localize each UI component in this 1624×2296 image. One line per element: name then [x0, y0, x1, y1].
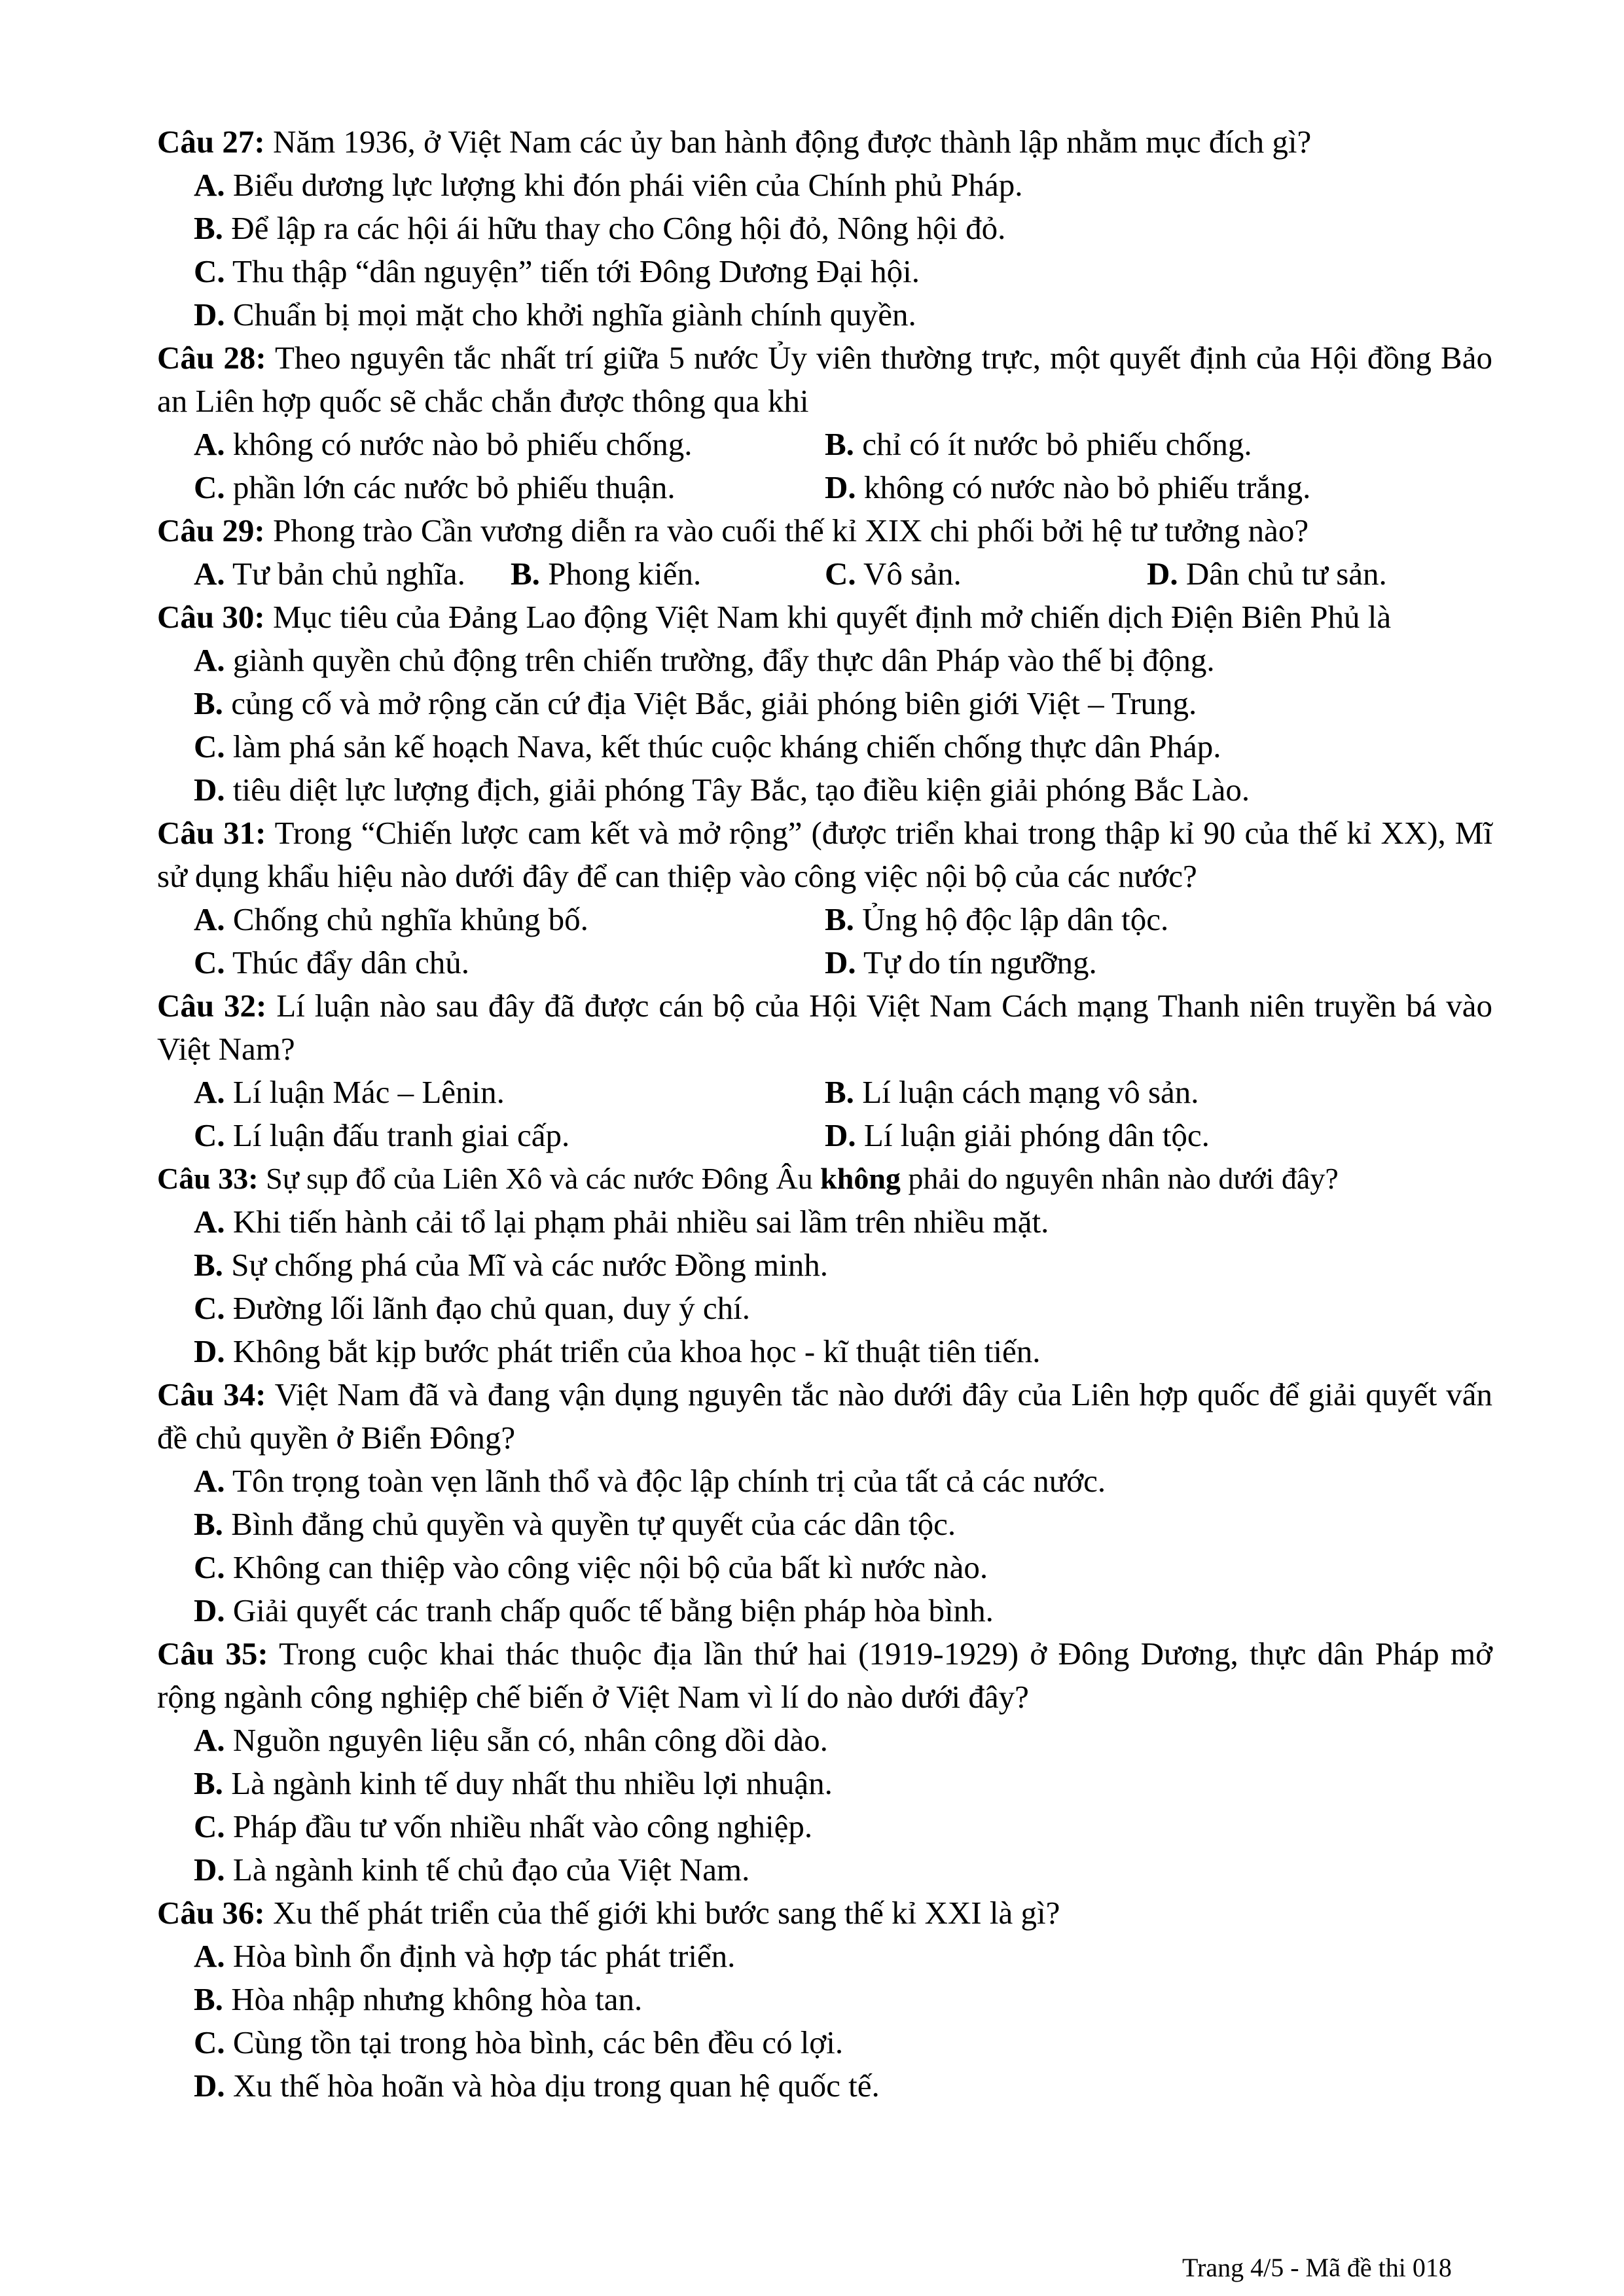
- option-34-a: A. Tôn trọng toàn vẹn lãnh thổ và độc lập chính trị của tất cả các nước.: [194, 1463, 1106, 1499]
- question-number: Câu 31:: [157, 815, 266, 851]
- question-number: Câu 27:: [157, 124, 265, 160]
- option-29-b: B. Phong kiến.: [511, 556, 702, 592]
- option-28-d: D. không có nước nào bỏ phiếu trắng.: [825, 469, 1311, 505]
- question-number: Câu 30:: [157, 599, 265, 635]
- option-29-a: A. Tư bản chủ nghĩa.: [194, 556, 465, 592]
- question-text: Phong trào Cần vương diễn ra vào cuối thế kỉ XIX chi phối bởi hệ tư tưởng nào?: [272, 512, 1309, 548]
- option-33-b: B. Sự chống phá của Mĩ và các nước Đồng minh.: [194, 1247, 828, 1283]
- question-text: Việt Nam đã và đang vận dụng nguyên tắc nào dưới đây của Liên hợp quốc để giải quyết vấn đề chủ quyền ở Biển Đông?: [157, 1376, 1492, 1456]
- option-28-a: A. không có nước nào bỏ phiếu chống.: [194, 426, 693, 462]
- question-34: [157, 1373, 1492, 1460]
- question-number: Câu 28:: [157, 340, 266, 376]
- option-27-b: B. Để lập ra các hội ái hữu thay cho Công hội đỏ, Nông hội đỏ.: [194, 210, 1006, 246]
- option-31-b: B. Ủng hộ độc lập dân tộc.: [825, 901, 1169, 937]
- option-32-c: C. Lí luận đấu tranh giai cấp.: [194, 1117, 570, 1153]
- option-30-c: C. làm phá sản kế hoạch Nava, kết thúc cuộc kháng chiến chống thực dân Pháp.: [194, 728, 1221, 764]
- option-28-c: C. phần lớn các nước bỏ phiếu thuận.: [194, 469, 676, 505]
- option-27-c: C. Thu thập “dân nguyện” tiến tới Đông Dương Đại hội.: [194, 253, 920, 289]
- option-27-a: A. Biểu dương lực lượng khi đón phái viên của Chính phủ Pháp.: [194, 167, 1023, 203]
- page-footer: Trang 4/5 - Mã đề thi 018: [1182, 2253, 1452, 2282]
- option-28-b: B. chỉ có ít nước bỏ phiếu chống.: [825, 426, 1252, 462]
- option-30-b: B. củng cố và mở rộng căn cứ địa Việt Bắc, giải phóng biên giới Việt – Trung.: [194, 685, 1197, 721]
- option-33-d: D. Không bắt kịp bước phát triển của khoa học - kĩ thuật tiên tiến.: [194, 1333, 1041, 1369]
- question-number: Câu 32:: [157, 988, 267, 1024]
- option-36-c: C. Cùng tồn tại trong hòa bình, các bên đều có lợi.: [194, 2024, 844, 2060]
- option-33-c: C. Đường lối lãnh đạo chủ quan, duy ý chí.: [194, 1290, 750, 1326]
- option-34-b: B. Bình đẳng chủ quyền và quyền tự quyết của các dân tộc.: [194, 1506, 956, 1542]
- option-35-d: D. Là ngành kinh tế chủ đạo của Việt Nam.: [194, 1852, 750, 1888]
- question-text: Mục tiêu của Đảng Lao động Việt Nam khi quyết định mở chiến dịch Điện Biên Phủ là: [272, 599, 1392, 635]
- option-35-c: C. Pháp đầu tư vốn nhiều nhất vào công nghiệp.: [194, 1808, 813, 1844]
- question-text: Trong “Chiến lược cam kết và mở rộng” (được triển khai trong thập kỉ 90 của thế kỉ XX), Mĩ sử dụng khẩu hiệu nào dưới đây để can thiệp vào công việc nội bộ của các nước?: [157, 815, 1492, 894]
- question-36: [157, 1892, 1492, 1935]
- option-34-d: D. Giải quyết các tranh chấp quốc tế bằng biện pháp hòa bình.: [194, 1592, 994, 1628]
- option-32-b: B. Lí luận cách mạng vô sản.: [825, 1074, 1199, 1110]
- question-text: Lí luận nào sau đây đã được cán bộ của Hội Việt Nam Cách mạng Thanh niên truyền bá vào Việt Nam?: [157, 988, 1492, 1067]
- question-number: Câu 29:: [157, 512, 265, 548]
- option-31-c: C. Thúc đẩy dân chủ.: [194, 944, 469, 980]
- question-number: Câu 34:: [157, 1376, 266, 1412]
- question-text: Năm 1936, ở Việt Nam các ủy ban hành động được thành lập nhằm mục đích gì?: [272, 124, 1312, 160]
- option-30-d: D. tiêu diệt lực lượng địch, giải phóng Tây Bắc, tạo điều kiện giải phóng Bắc Lào.: [194, 772, 1250, 808]
- question-number: Câu 36:: [157, 1895, 265, 1931]
- question-text: Xu thế phát triển của thế giới khi bước sang thế kỉ XXI là gì?: [272, 1895, 1060, 1931]
- question-27: [157, 120, 1492, 164]
- question-32: [157, 984, 1492, 1071]
- option-35-a: A. Nguồn nguyên liệu sẵn có, nhân công dồi dào.: [194, 1722, 828, 1758]
- question-text: Trong cuộc khai thác thuộc địa lần thứ hai (1919-1929) ở Đông Dương, thực dân Pháp mở rộng ngành công nghiệp chế biến ở Việt Nam vì lí do nào dưới đây?: [157, 1636, 1492, 1715]
- question-29: [157, 509, 1492, 552]
- option-27-d: D. Chuẩn bị mọi mặt cho khởi nghĩa giành chính quyền.: [194, 296, 916, 332]
- question-text: Theo nguyên tắc nhất trí giữa 5 nước Ủy viên thường trực, một quyết định của Hội đồng Bảo an Liên hợp quốc sẽ chắc chắn được thông qua khi: [157, 340, 1492, 419]
- option-36-d: D. Xu thế hòa hoãn và hòa dịu trong quan hệ quốc tế.: [194, 2068, 880, 2104]
- option-36-b: B. Hòa nhập nhưng không hòa tan.: [194, 1981, 643, 2017]
- option-29-c: C. Vô sản.: [825, 556, 962, 592]
- question-33: [157, 1157, 1492, 1200]
- question-31: [157, 812, 1492, 898]
- option-36-a: A. Hòa bình ổn định và hợp tác phát triển.: [194, 1938, 736, 1974]
- question-number: Câu 35:: [157, 1636, 268, 1672]
- option-31-d: D. Tự do tín ngưỡng.: [825, 944, 1097, 980]
- question-35: [157, 1632, 1492, 1719]
- option-32-d: D. Lí luận giải phóng dân tộc.: [825, 1117, 1210, 1153]
- question-30: [157, 596, 1492, 639]
- emphasis-negation: không: [820, 1162, 901, 1195]
- option-31-a: A. Chống chủ nghĩa khủng bố.: [194, 901, 588, 937]
- question-number: Câu 33:: [157, 1162, 259, 1195]
- option-33-a: A. Khi tiến hành cải tổ lại phạm phải nhiều sai lầm trên nhiều mặt.: [194, 1204, 1049, 1240]
- question-28: [157, 336, 1492, 423]
- option-32-a: A. Lí luận Mác – Lênin.: [194, 1074, 505, 1110]
- option-34-c: C. Không can thiệp vào công việc nội bộ của bất kì nước nào.: [194, 1549, 988, 1585]
- option-29-d: D. Dân chủ tư sản.: [1147, 556, 1387, 592]
- option-35-b: B. Là ngành kinh tế duy nhất thu nhiều lợi nhuận.: [194, 1765, 833, 1801]
- option-30-a: A. giành quyền chủ động trên chiến trường, đẩy thực dân Pháp vào thế bị động.: [194, 642, 1215, 678]
- question-text: Sự sụp đổ của Liên Xô và các nước Đông Âu không phải do nguyên nhân nào dưới đây?: [266, 1162, 1339, 1195]
